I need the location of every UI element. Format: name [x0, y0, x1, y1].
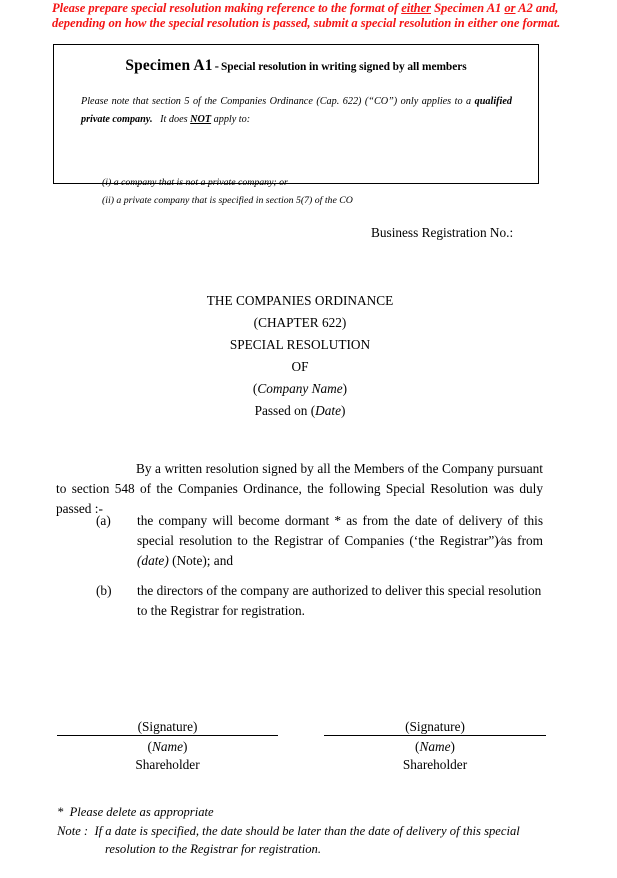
signature-label-2: (Signature): [405, 719, 465, 734]
clause-a-text-part2: (Note); and: [168, 553, 233, 568]
company-name-placeholder: Company Name: [257, 381, 343, 396]
signature-name-placeholder-2: Name: [419, 739, 451, 754]
clause-b-text: [137, 581, 543, 621]
specimen-note-part1: Please note that section 5 of the Companies Ordinance (Cap. 622) (“CO”) only applies to a: [81, 96, 475, 107]
specimen-note-bold-phrase: qualified private company.: [81, 96, 512, 125]
clause-a-marker: (a): [96, 513, 111, 528]
red-header-underline-either: either: [401, 1, 431, 15]
clause-a-text: [137, 511, 543, 571]
signature-label-1: (Signature): [137, 719, 198, 734]
red-instruction-header: [52, 1, 582, 30]
specimen-sub-item-ii: (ii) a private company that is specified in section 5(7) of the CO: [102, 195, 353, 206]
company-name-paren-close: ): [342, 381, 348, 396]
footnote-asterisk-marker: *: [57, 805, 64, 819]
red-header-line2: and, depending on how the special resolution is passed, submit a special resolution in either: [52, 1, 559, 30]
footnote-asterisk-row: [57, 803, 547, 822]
specimen-sub-item-i: (i) a company that is not a private company; or: [102, 177, 288, 188]
footnote-note-marker: Note :: [57, 823, 89, 838]
title-of: OF: [291, 359, 309, 374]
red-header-underline-or: or: [504, 1, 516, 15]
title-company-name: [0, 378, 600, 400]
specimen-note-part3: apply to:: [211, 113, 251, 125]
resolution-body-paragraph: By a written resolution signed by all the Members of the Company pursuant to section 548 of the Companies Ordinance, the following Special Resolution was duly passed :-: [56, 461, 543, 516]
passed-on-prefix: Passed on (: [254, 403, 316, 418]
red-header-line3: one format.: [500, 15, 561, 30]
signature-name-placeholder-1: Name: [151, 739, 184, 754]
specimen-note-part2: It does: [152, 113, 191, 125]
footnotes: [57, 803, 547, 859]
red-header-line1-part3: A2: [515, 1, 533, 15]
red-header-line1-part2: Specimen A1: [431, 1, 505, 15]
title-passed-on: [0, 400, 600, 422]
specimen-title-subtitle: Special resolution in writing signed by all members: [220, 61, 467, 73]
footnote-asterisk-text: Please delete as appropriate: [69, 805, 214, 819]
signature-name-1: [57, 738, 278, 756]
footnote-note-text: If a date is specified, the date should be later than the date of delivery of this special: [94, 823, 520, 838]
resolution-title-block: [0, 290, 600, 422]
business-registration-label: Business Registration No.:: [371, 225, 514, 240]
clause-b-marker: (b): [96, 583, 112, 598]
signature-name-paren-open-1: (: [147, 739, 152, 754]
signature-name-2: [324, 738, 546, 756]
clause-b: [56, 581, 543, 621]
title-special-resolution: SPECIAL RESOLUTION: [229, 337, 371, 352]
signature-name-paren-close-1: ): [183, 739, 188, 754]
clause-a-date-placeholder: (date): [137, 553, 169, 568]
signature-name-paren-close-2: ): [450, 739, 455, 754]
title-chapter: (CHAPTER 622): [253, 315, 347, 330]
clause-b-text-part1: the directors of the company are authorized to deliver this special resolution to the Registrar for registration.: [137, 583, 542, 618]
date-placeholder: Date: [315, 403, 341, 418]
title-ordinance: THE COMPANIES ORDINANCE: [206, 293, 394, 308]
clause-a-text-part1: the company will become dormant * as from the date of delivery of this special resolution to the Registrar of Companies (‘the Registrar”)∕as from: [137, 513, 543, 548]
red-header-line1-part1: Please prepare special resolution making reference to the format of: [52, 1, 402, 15]
specimen-title-dash: -: [214, 58, 219, 73]
signature-block-2: [324, 718, 546, 774]
signature-role-1: Shareholder: [135, 757, 200, 772]
clause-a: [56, 511, 543, 571]
passed-on-paren-close: ): [341, 403, 346, 418]
specimen-title-main: Specimen A1: [125, 57, 213, 74]
signature-name-paren-open-2: (: [415, 739, 420, 754]
footnote-note-continuation: resolution to the Registrar for registration.: [105, 842, 321, 856]
specimen-box: [53, 44, 539, 206]
specimen-note: [81, 93, 512, 128]
company-name-paren-open: (: [252, 381, 258, 396]
signature-role-2: Shareholder: [402, 757, 468, 772]
footnote-note-row: [57, 822, 547, 841]
signature-block-1: [57, 718, 278, 774]
specimen-title: [54, 57, 538, 75]
specimen-note-not-emphasis: NOT: [190, 113, 212, 125]
